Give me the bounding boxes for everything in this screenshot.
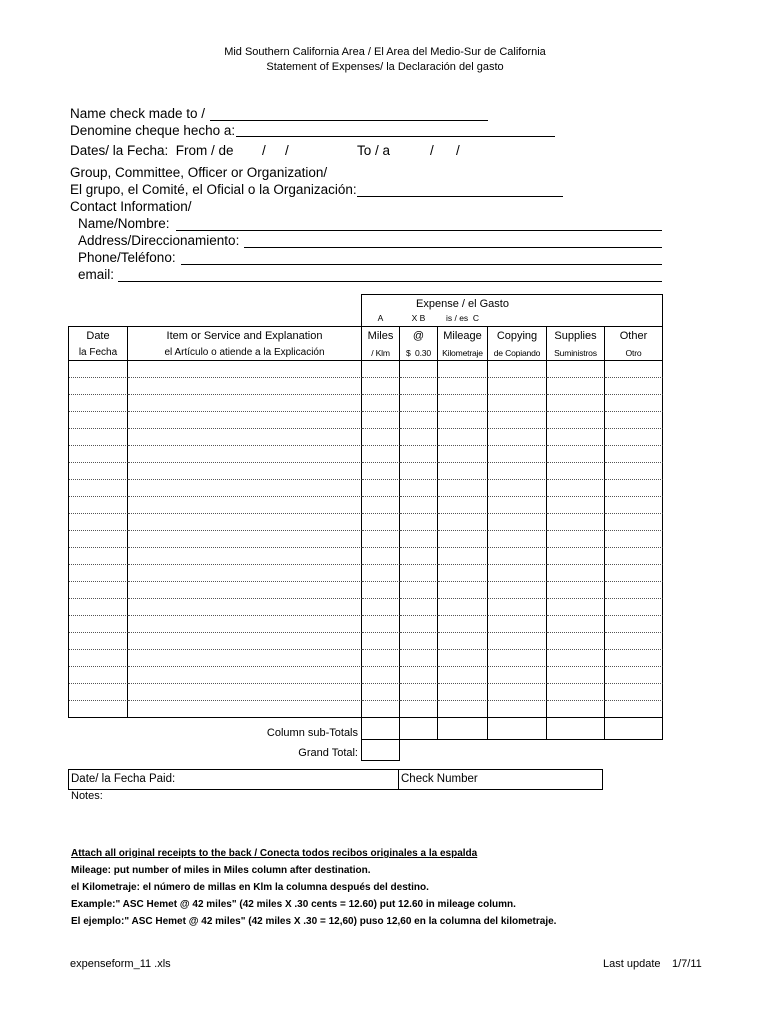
row-17-rate-cell[interactable] xyxy=(400,633,438,650)
row-21-date-cell[interactable] xyxy=(69,701,128,718)
row-18-other-cell[interactable] xyxy=(605,650,663,667)
row-21-copying-cell[interactable] xyxy=(488,701,547,718)
row-12-copying-cell[interactable] xyxy=(488,548,547,565)
row-17-item-cell[interactable] xyxy=(128,633,362,650)
row-11-date-cell[interactable] xyxy=(69,531,128,548)
group-field[interactable] xyxy=(357,183,563,197)
phone-label: Phone/Teléfono: xyxy=(78,250,176,265)
row-2-item-cell[interactable] xyxy=(128,378,362,395)
row-9-miles-cell[interactable] xyxy=(362,497,400,514)
row-4-rate-cell[interactable] xyxy=(400,412,438,429)
row-3-mileage-cell[interactable] xyxy=(438,395,488,412)
subtotal-copying-cell[interactable] xyxy=(488,718,547,740)
row-7-item-cell[interactable] xyxy=(128,463,362,480)
column-header-rate-en: @ xyxy=(412,330,425,342)
contact-label: Contact Information/ xyxy=(70,199,192,214)
row-3-other-cell[interactable] xyxy=(605,395,663,412)
name-label: Name/Nombre: xyxy=(78,216,170,231)
row-18-mileage-cell[interactable] xyxy=(438,650,488,667)
phone-field[interactable] xyxy=(181,251,662,265)
row-1-other-cell[interactable] xyxy=(605,361,663,378)
row-16-rate-cell[interactable] xyxy=(400,616,438,633)
row-2-other-cell[interactable] xyxy=(605,378,663,395)
row-18-supplies-cell[interactable] xyxy=(547,650,605,667)
row-14-other-cell[interactable] xyxy=(605,582,663,599)
row-17-date-cell[interactable] xyxy=(69,633,128,650)
expense-header-title: Expense / el Gasto xyxy=(416,298,509,310)
row-6-rate-cell[interactable] xyxy=(400,446,438,463)
row-18-rate-cell[interactable] xyxy=(400,650,438,667)
row-6-miles-cell[interactable] xyxy=(362,446,400,463)
column-header-item-es: el Artículo o atiende a la Explicación xyxy=(164,347,325,358)
dates-to-label: To / a xyxy=(357,143,391,158)
row-2-date-cell[interactable] xyxy=(69,378,128,395)
row-2-rate-cell[interactable] xyxy=(400,378,438,395)
column-header-copying-es: de Copiando xyxy=(493,348,541,358)
row-20-supplies-cell[interactable] xyxy=(547,684,605,701)
from-date-separator: / xyxy=(285,143,289,158)
row-21-supplies-cell[interactable] xyxy=(547,701,605,718)
row-10-rate-cell[interactable] xyxy=(400,514,438,531)
row-11-miles-cell[interactable] xyxy=(362,531,400,548)
footer-filename: expenseform_11 .xls xyxy=(70,958,171,970)
row-14-mileage-cell[interactable] xyxy=(438,582,488,599)
expense-col-c-label: is / es C xyxy=(445,313,480,323)
column-header-miles-es: / Klm xyxy=(371,348,390,358)
row-10-mileage-cell[interactable] xyxy=(438,514,488,531)
row-21-miles-cell[interactable] xyxy=(362,701,400,718)
group-label-es: El grupo, el Comité, el Oficial o la Organización: xyxy=(70,182,357,197)
row-8-date-cell[interactable] xyxy=(69,480,128,497)
column-header-copying xyxy=(488,327,547,361)
row-9-copying-cell[interactable] xyxy=(488,497,547,514)
payee-label-es: Denomine cheque hecho a: xyxy=(70,123,236,138)
row-9-supplies-cell[interactable] xyxy=(547,497,605,514)
notes-label: Notes: xyxy=(71,790,103,802)
row-11-other-cell[interactable] xyxy=(605,531,663,548)
row-15-miles-cell[interactable] xyxy=(362,599,400,616)
row-13-supplies-cell[interactable] xyxy=(547,565,605,582)
row-1-supplies-cell[interactable] xyxy=(547,361,605,378)
row-8-mileage-cell[interactable] xyxy=(438,480,488,497)
row-18-miles-cell[interactable] xyxy=(362,650,400,667)
subtotal-rate-cell[interactable] xyxy=(400,718,438,740)
row-15-other-cell[interactable] xyxy=(605,599,663,616)
row-18-copying-cell[interactable] xyxy=(488,650,547,667)
column-header-item-en: Item or Service and Explanation xyxy=(166,330,323,342)
row-14-item-cell[interactable] xyxy=(128,582,362,599)
column-header-date-es: la Fecha xyxy=(78,347,118,358)
mileage-instruction-es: el Kilometraje: el número de millas en Klm la columna después del destino. xyxy=(71,882,429,893)
mileage-example-es: El ejemplo:" ASC Hemet @ 42 miles" (42 miles X .30 = 12,60) puso 12,60 en la columna del kilometraje. xyxy=(71,916,557,927)
row-6-date-cell[interactable] xyxy=(69,446,128,463)
row-12-item-cell[interactable] xyxy=(128,548,362,565)
paid-date-label: Date/ la Fecha Paid: xyxy=(71,773,176,785)
row-17-supplies-cell[interactable] xyxy=(547,633,605,650)
expense-header-box xyxy=(361,294,663,326)
dates-from-label: Dates/ la Fecha: From / de xyxy=(70,143,234,158)
row-14-supplies-cell[interactable] xyxy=(547,582,605,599)
row-15-copying-cell[interactable] xyxy=(488,599,547,616)
row-10-miles-cell[interactable] xyxy=(362,514,400,531)
subtotals-label: Column sub-Totals xyxy=(266,727,358,739)
subtotal-supplies-cell[interactable] xyxy=(547,718,605,740)
row-12-miles-cell[interactable] xyxy=(362,548,400,565)
row-4-copying-cell[interactable] xyxy=(488,412,547,429)
row-9-other-cell[interactable] xyxy=(605,497,663,514)
row-20-miles-cell[interactable] xyxy=(362,684,400,701)
row-13-other-cell[interactable] xyxy=(605,565,663,582)
footer-last-update-label: Last update xyxy=(603,958,661,970)
subtotal-mileage-cell[interactable] xyxy=(438,718,488,740)
column-header-copying-en: Copying xyxy=(496,330,538,342)
row-2-supplies-cell[interactable] xyxy=(547,378,605,395)
row-7-mileage-cell[interactable] xyxy=(438,463,488,480)
row-1-mileage-cell[interactable] xyxy=(438,361,488,378)
row-13-mileage-cell[interactable] xyxy=(438,565,488,582)
row-5-rate-cell[interactable] xyxy=(400,429,438,446)
row-9-date-cell[interactable] xyxy=(69,497,128,514)
row-7-rate-cell[interactable] xyxy=(400,463,438,480)
row-5-supplies-cell[interactable] xyxy=(547,429,605,446)
grand-total-label: Grand Total: xyxy=(298,747,358,759)
row-8-supplies-cell[interactable] xyxy=(547,480,605,497)
row-14-date-cell[interactable] xyxy=(69,582,128,599)
row-17-other-cell[interactable] xyxy=(605,633,663,650)
row-4-miles-cell[interactable] xyxy=(362,412,400,429)
row-16-mileage-cell[interactable] xyxy=(438,616,488,633)
row-2-mileage-cell[interactable] xyxy=(438,378,488,395)
form-title: Statement of Expenses/ la Declaración del gasto xyxy=(266,61,504,73)
row-1-rate-cell[interactable] xyxy=(400,361,438,378)
row-16-other-cell[interactable] xyxy=(605,616,663,633)
subtotal-other-cell[interactable] xyxy=(605,718,663,740)
row-21-item-cell[interactable] xyxy=(128,701,362,718)
row-7-other-cell[interactable] xyxy=(605,463,663,480)
row-1-item-cell[interactable] xyxy=(128,361,362,378)
column-header-supplies-en: Supplies xyxy=(554,330,597,342)
row-7-copying-cell[interactable] xyxy=(488,463,547,480)
row-12-other-cell[interactable] xyxy=(605,548,663,565)
column-header-date-en: Date xyxy=(86,330,110,342)
row-7-date-cell[interactable] xyxy=(69,463,128,480)
row-19-item-cell[interactable] xyxy=(128,667,362,684)
mileage-example: Example:" ASC Hemet @ 42 miles" (42 miles X .30 cents = 12.60) put 12.60 in mileage column. xyxy=(71,899,516,910)
row-5-other-cell[interactable] xyxy=(605,429,663,446)
row-15-mileage-cell[interactable] xyxy=(438,599,488,616)
row-21-other-cell[interactable] xyxy=(605,701,663,718)
row-15-item-cell[interactable] xyxy=(128,599,362,616)
row-10-supplies-cell[interactable] xyxy=(547,514,605,531)
row-6-copying-cell[interactable] xyxy=(488,446,547,463)
column-header-miles-en: Miles xyxy=(367,330,394,342)
row-13-rate-cell[interactable] xyxy=(400,565,438,582)
mileage-instruction: Mileage: put number of miles in Miles column after destination. xyxy=(71,865,371,876)
payment-box xyxy=(68,769,603,790)
row-13-item-cell[interactable] xyxy=(128,565,362,582)
row-3-item-cell[interactable] xyxy=(128,395,362,412)
row-13-date-cell[interactable] xyxy=(69,565,128,582)
row-16-date-cell[interactable] xyxy=(69,616,128,633)
row-8-other-cell[interactable] xyxy=(605,480,663,497)
row-14-copying-cell[interactable] xyxy=(488,582,547,599)
row-5-date-cell[interactable] xyxy=(69,429,128,446)
column-header-other xyxy=(605,327,663,361)
row-11-copying-cell[interactable] xyxy=(488,531,547,548)
row-20-copying-cell[interactable] xyxy=(488,684,547,701)
row-9-item-cell[interactable] xyxy=(128,497,362,514)
row-6-supplies-cell[interactable] xyxy=(547,446,605,463)
row-21-mileage-cell[interactable] xyxy=(438,701,488,718)
row-2-miles-cell[interactable] xyxy=(362,378,400,395)
row-13-miles-cell[interactable] xyxy=(362,565,400,582)
row-12-date-cell[interactable] xyxy=(69,548,128,565)
row-8-copying-cell[interactable] xyxy=(488,480,547,497)
column-header-date xyxy=(69,327,128,361)
group-label: Group, Committee, Officer or Organization/ xyxy=(70,165,328,180)
row-2-copying-cell[interactable] xyxy=(488,378,547,395)
row-9-mileage-cell[interactable] xyxy=(438,497,488,514)
row-17-copying-cell[interactable] xyxy=(488,633,547,650)
column-header-item xyxy=(128,327,362,361)
row-7-miles-cell[interactable] xyxy=(362,463,400,480)
row-15-supplies-cell[interactable] xyxy=(547,599,605,616)
row-20-date-cell[interactable] xyxy=(69,684,128,701)
row-16-item-cell[interactable] xyxy=(128,616,362,633)
row-19-supplies-cell[interactable] xyxy=(547,667,605,684)
row-1-date-cell[interactable] xyxy=(69,361,128,378)
row-15-rate-cell[interactable] xyxy=(400,599,438,616)
receipts-instruction: Attach all original receipts to the back / Conecta todos recibos originales a la espalda xyxy=(71,848,478,859)
row-5-copying-cell[interactable] xyxy=(488,429,547,446)
row-8-miles-cell[interactable] xyxy=(362,480,400,497)
row-10-item-cell[interactable] xyxy=(128,514,362,531)
row-10-date-cell[interactable] xyxy=(69,514,128,531)
row-18-date-cell[interactable] xyxy=(69,650,128,667)
address-field[interactable] xyxy=(244,234,662,248)
email-field[interactable] xyxy=(118,268,662,282)
row-12-rate-cell[interactable] xyxy=(400,548,438,565)
row-15-date-cell[interactable] xyxy=(69,599,128,616)
column-header-supplies xyxy=(547,327,605,361)
row-9-rate-cell[interactable] xyxy=(400,497,438,514)
row-8-rate-cell[interactable] xyxy=(400,480,438,497)
column-header-mileage-es: Kilometraje xyxy=(442,348,483,358)
row-12-supplies-cell[interactable] xyxy=(547,548,605,565)
subtotals-row xyxy=(361,718,663,740)
row-20-mileage-cell[interactable] xyxy=(438,684,488,701)
row-8-item-cell[interactable] xyxy=(128,480,362,497)
row-7-supplies-cell[interactable] xyxy=(547,463,605,480)
column-header-rate-es: $ 0.30 xyxy=(406,348,431,358)
row-4-mileage-cell[interactable] xyxy=(438,412,488,429)
row-19-mileage-cell[interactable] xyxy=(438,667,488,684)
row-3-supplies-cell[interactable] xyxy=(547,395,605,412)
row-6-other-cell[interactable] xyxy=(605,446,663,463)
grand-total-cell[interactable] xyxy=(361,740,400,761)
row-5-item-cell[interactable] xyxy=(128,429,362,446)
row-1-copying-cell[interactable] xyxy=(488,361,547,378)
to-date-separator: / xyxy=(430,143,434,158)
column-header-other-es: Otro xyxy=(625,348,642,358)
email-label: email: xyxy=(78,267,115,282)
column-header-rate xyxy=(400,327,438,361)
column-header-other-en: Other xyxy=(619,330,648,342)
row-11-mileage-cell[interactable] xyxy=(438,531,488,548)
row-19-copying-cell[interactable] xyxy=(488,667,547,684)
name-field[interactable] xyxy=(176,217,662,231)
row-20-other-cell[interactable] xyxy=(605,684,663,701)
row-19-miles-cell[interactable] xyxy=(362,667,400,684)
row-3-copying-cell[interactable] xyxy=(488,395,547,412)
row-12-mileage-cell[interactable] xyxy=(438,548,488,565)
row-17-miles-cell[interactable] xyxy=(362,633,400,650)
row-19-other-cell[interactable] xyxy=(605,667,663,684)
row-19-rate-cell[interactable] xyxy=(400,667,438,684)
row-20-rate-cell[interactable] xyxy=(400,684,438,701)
from-date-separator: / xyxy=(262,143,266,158)
row-3-miles-cell[interactable] xyxy=(362,395,400,412)
expense-col-a-label: A xyxy=(377,313,384,323)
check-number-label: Check Number xyxy=(401,773,478,785)
row-10-copying-cell[interactable] xyxy=(488,514,547,531)
row-4-other-cell[interactable] xyxy=(605,412,663,429)
row-16-copying-cell[interactable] xyxy=(488,616,547,633)
row-19-date-cell[interactable] xyxy=(69,667,128,684)
row-1-miles-cell[interactable] xyxy=(362,361,400,378)
paid-date-field[interactable] xyxy=(69,770,398,789)
payee-label: Name check made to / xyxy=(70,106,206,121)
row-13-copying-cell[interactable] xyxy=(488,565,547,582)
column-header-mileage xyxy=(438,327,488,361)
row-4-supplies-cell[interactable] xyxy=(547,412,605,429)
row-21-rate-cell[interactable] xyxy=(400,701,438,718)
row-14-rate-cell[interactable] xyxy=(400,582,438,599)
row-11-rate-cell[interactable] xyxy=(400,531,438,548)
row-4-item-cell[interactable] xyxy=(128,412,362,429)
row-5-miles-cell[interactable] xyxy=(362,429,400,446)
row-6-mileage-cell[interactable] xyxy=(438,446,488,463)
row-18-item-cell[interactable] xyxy=(128,650,362,667)
row-20-item-cell[interactable] xyxy=(128,684,362,701)
row-17-mileage-cell[interactable] xyxy=(438,633,488,650)
row-3-date-cell[interactable] xyxy=(69,395,128,412)
row-14-miles-cell[interactable] xyxy=(362,582,400,599)
address-label: Address/Direccionamiento: xyxy=(78,233,240,248)
check-number-field[interactable] xyxy=(399,770,602,789)
expense-table xyxy=(68,326,663,718)
payee-field[interactable] xyxy=(210,107,488,121)
row-6-item-cell[interactable] xyxy=(128,446,362,463)
area-heading: Mid Southern California Area / El Area del Medio-Sur de California xyxy=(224,46,546,58)
column-header-miles xyxy=(362,327,400,361)
column-header-mileage-en: Mileage xyxy=(443,330,482,342)
row-5-mileage-cell[interactable] xyxy=(438,429,488,446)
subtotal-miles-cell[interactable] xyxy=(362,718,400,740)
row-11-item-cell[interactable] xyxy=(128,531,362,548)
column-header-supplies-es: Suministros xyxy=(554,348,597,358)
row-11-supplies-cell[interactable] xyxy=(547,531,605,548)
row-16-supplies-cell[interactable] xyxy=(547,616,605,633)
expense-col-b-label: X B xyxy=(411,313,426,323)
payee-field-es[interactable] xyxy=(236,123,555,137)
footer-last-update-date: 1/7/11 xyxy=(672,958,702,970)
row-10-other-cell[interactable] xyxy=(605,514,663,531)
row-3-rate-cell[interactable] xyxy=(400,395,438,412)
row-16-miles-cell[interactable] xyxy=(362,616,400,633)
to-date-separator: / xyxy=(456,143,460,158)
row-4-date-cell[interactable] xyxy=(69,412,128,429)
